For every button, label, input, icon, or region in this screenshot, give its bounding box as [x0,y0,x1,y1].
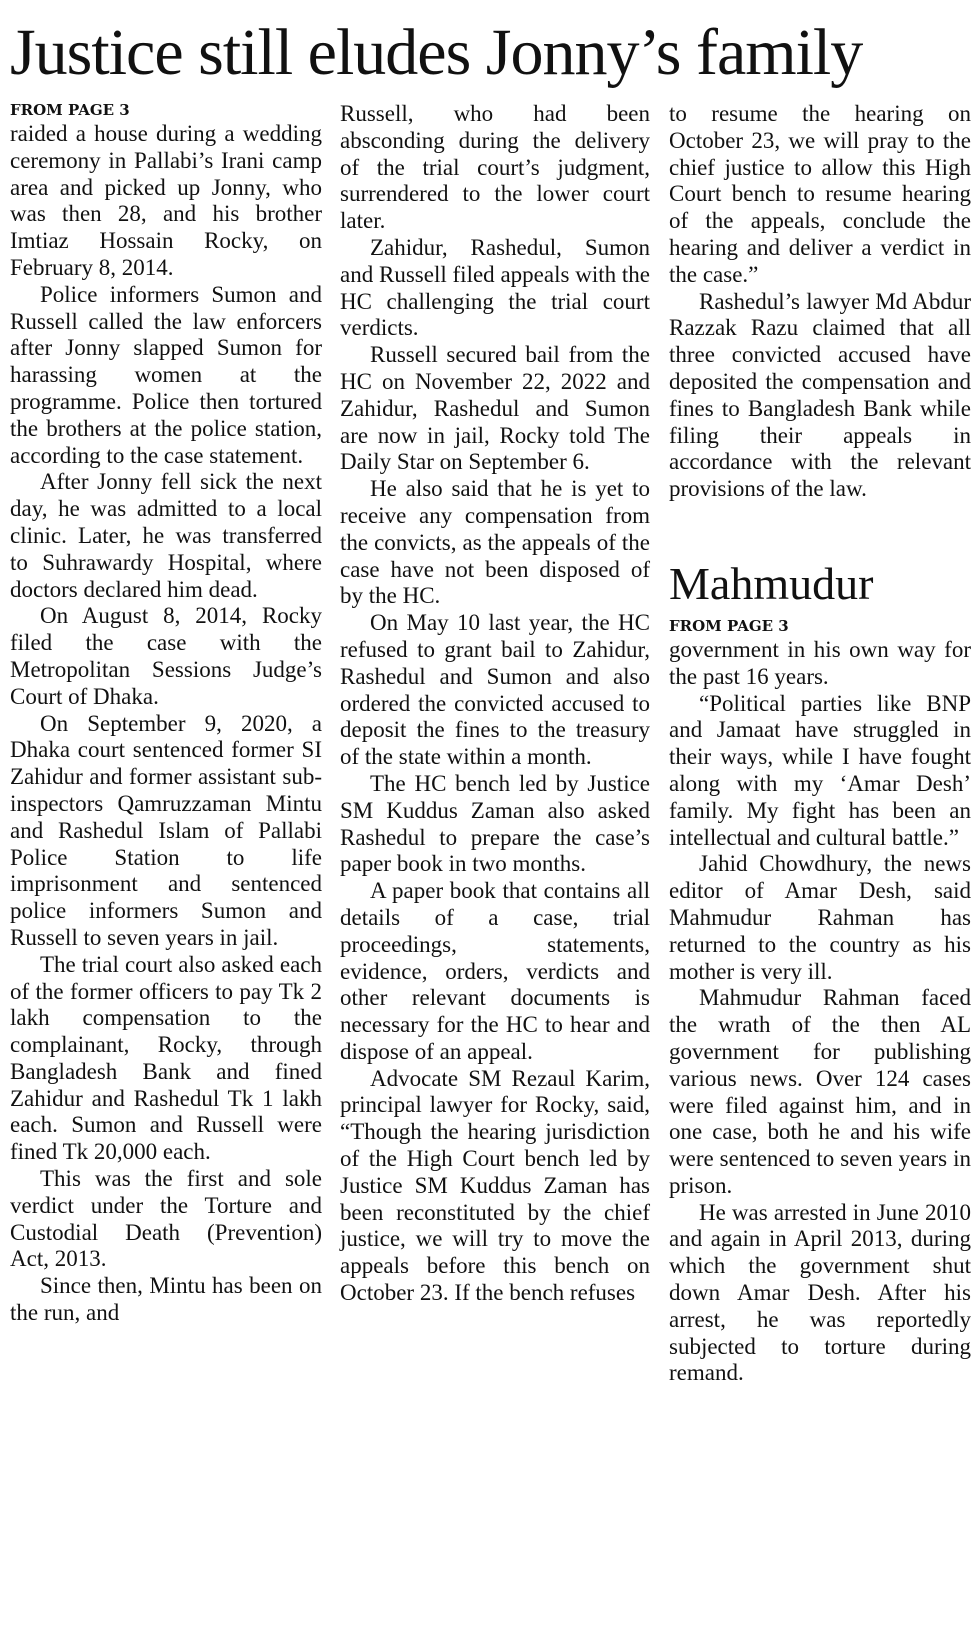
jump-label: FROM PAGE 3 [669,616,789,635]
paragraph: On September 9, 2020, a Dhaka court sentenced former SI Zahidur and former assistant sub-inspectors Qamruzzaman Mintu and Rashedul Islam of Pallabi Police Station to life imprisonment and sentenced police informers Sumon and Russell to seven years in jail. [10,710,322,950]
paragraph: The trial court also asked each of the former officers to pay Tk 2 lakh compensation to the complainant, Rocky, through Bangladesh Bank and fined Zahidur and Rashedul Tk 1 lakh each. Sumon and Russell were fined Tk 20,000 each. [10,951,322,1165]
paragraph: government in his own way for the past 16 years. [669,636,971,689]
jump-label: FROM PAGE 3 [10,101,130,119]
paragraph: Jahid Chowdhury, the news editor of Amar Desh, said Mahmudur Rahman has returned to the country as his mother is very ill. [669,851,971,984]
paragraph: Police informers Sumon and Russell called the law enforcers after Jonny slapped Sumon for harassing women at the programme. Police then tortured the brothers at the police station, according to the case statement. [10,281,322,468]
paragraph: Rashedul’s lawyer Md Abdur Razzak Razu claimed that all three convicted accused have deposited the compensation and fines to Bangladesh Bank while filing their appeals in accordance with the relevant provisions of the law. [669,288,971,502]
paragraph: to resume the hearing on October 23, we will pray to the chief justice to allow this High Court bench to resume hearing of the appeals, conclude the hearing and deliver a verdict in the case.” [669,101,971,287]
column-3 [669,101,971,1387]
paragraph: On May 10 last year, the HC refused to grant bail to Zahidur, Rashedul and Sumon and also ordered the convicted accused to deposit the fines to the treasury of the state within a month. [340,610,650,770]
paragraph: “Political parties like BNP and Jamaat have struggled in their ways, while I have fought along with my ‘Amar Desh’ family. My fight has been an intellectual and cultural battle.” [669,690,971,850]
column-1 [10,101,322,1327]
paragraph: Russell, who had been absconding during the delivery of the trial court’s judgment, surrendered to the lower court later. [340,101,650,234]
paragraph: Mahmudur Rahman faced the wrath of the then AL government for publishing various news. Over 124 cases were filed against him, and in one case, both he and his wife were sentenced to seven years in prison. [669,985,971,1198]
column-2 [340,101,650,1307]
paragraph: A paper book that contains all details of a case, trial proceedings, statements, evidence, orders, verdicts and other relevant documents is necessary for the HC to hear and dispose of an appeal. [340,878,650,1064]
paragraph: Russell secured bail from the HC on November 22, 2022 and Zahidur, Rashedul and Sumon are now in jail, Rocky told The Daily Star on September 6. [340,342,650,475]
page-headline: Justice still eludes Jonny’s family [10,16,863,89]
paragraph: This was the first and sole verdict under the Torture and Custodial Death (Prevention) Act, 2013. [10,1166,322,1272]
paragraph: raided a house during a wedding ceremony in Pallabi’s Irani camp area and picked up Jonny, who was then 28, and his brother Imtiaz Hossain Rocky, on February 8, 2014. [10,121,322,280]
paragraph: Zahidur, Rashedul, Sumon and Russell filed appeals with the HC challenging the trial court verdicts. [340,234,650,341]
story-headline: Mahmudur [669,557,874,609]
paragraph: The HC bench led by Justice SM Kuddus Zaman also asked Rashedul to prepare the case’s paper book in two months. [340,770,650,877]
paragraph: Since then, Mintu has been on the run, and [10,1273,322,1326]
paragraph: On August 8, 2014, Rocky filed the case with the Metropolitan Sessions Judge’s Court of Dhaka. [10,603,322,709]
paragraph: He was arrested in June 2010 and again in April 2013, during which the government shut down Amar Desh. After his arrest, he was reportedly subjected to torture during remand. [669,1199,971,1386]
paragraph: After Jonny fell sick the next day, he was admitted to a local clinic. Later, he was transferred to Suhrawardy Hospital, where doctors declared him dead. [10,469,322,602]
paragraph: He also said that he is yet to receive any compensation from the convicts, as the appeals of the case have not been disposed of by the HC. [340,476,650,609]
paragraph: Advocate SM Rezaul Karim, principal lawyer for Rocky, said, “Though the hearing jurisdiction of the High Court bench led by Justice SM Kuddus Zaman has been reconstituted by the chief justice, we will try to move the appeals before this bench on October 23. If the bench refuses [340,1065,650,1306]
